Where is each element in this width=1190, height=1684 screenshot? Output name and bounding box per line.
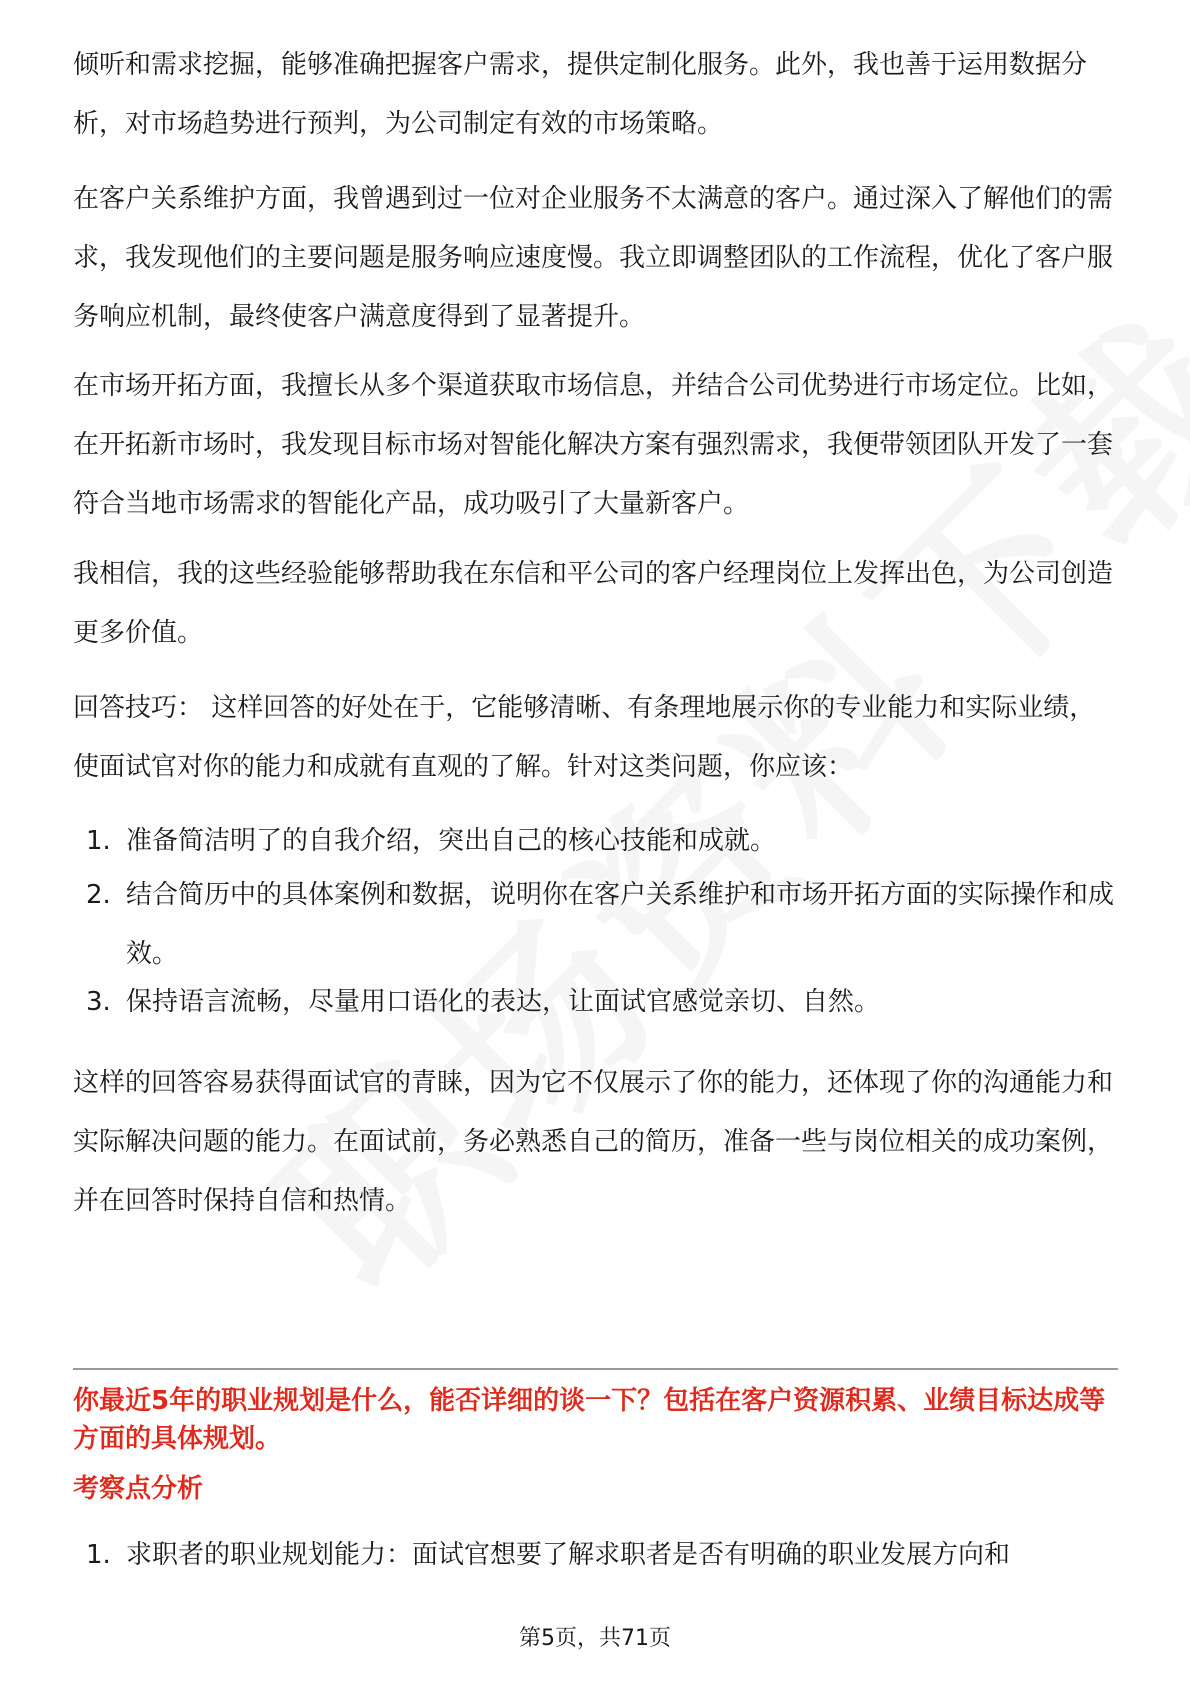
- list-text: 结合简历中的具体案例和数据，说明你在客户关系维护和市场开拓方面的实际操作和成效。: [126, 880, 1115, 969]
- list-text: 保持语言流畅，尽量用口语化的表达，让面试官感觉亲切、自然。: [126, 987, 881, 1017]
- paragraph-client-relations: 在客户关系维护方面，我曾遇到过一位对企业服务不太满意的客户。通过深入了解他们的需求，我发现他们的主要问题是服务响应速度慢。我立即调整团队的工作流程，优化了客户服务响应机制，最终使客户满意度得到了显著提升。: [73, 184, 1114, 332]
- paragraph-conclusion: 我相信，我的这些经验能够帮助我在东信和平公司的客户经理岗位上发挥出色，为公司创造更多价值。: [73, 559, 1114, 648]
- paragraph-skills-continuation: 倾听和需求挖掘，能够准确把握客户需求，提供定制化服务。此外，我也善于运用数据分析，对市场趋势进行预判，为公司制定有效的市场策略。: [73, 50, 1088, 139]
- paragraph-answer-tips: 回答技巧： 这样回答的好处在于，它能够清晰、有条理地展示你的专业能力和实际业绩，使面试官对你的能力和成就有直观的了解。针对这类问题，你应该：: [73, 693, 1096, 782]
- section-heading: 考察点分析: [73, 1474, 204, 1504]
- paragraph-market-expansion: 在市场开拓方面，我擅长从多个渠道获取市场信息，并结合公司优势进行市场定位。比如，在开拓新市场时，我发现目标市场对智能化解决方案有强烈需求，我便带领团队开发了一套符合当地市场需求的智能化产品，成功吸引了大量新客户。: [73, 371, 1114, 519]
- list-number: 1.: [86, 1540, 111, 1570]
- section-divider: [73, 1368, 1118, 1370]
- list-number: 2.: [86, 880, 111, 910]
- paragraph-closing: 这样的回答容易获得面试官的青睐，因为它不仅展示了你的能力，还体现了你的沟通能力和实际解决问题的能力。在面试前，务必熟悉自己的简历，准备一些与岗位相关的成功案例，并在回答时保持自信和热情。: [73, 1068, 1114, 1216]
- page-footer: 第5页，共71页: [519, 1626, 671, 1651]
- list-text: 准备简洁明了的自我介绍，突出自己的核心技能和成就。: [126, 826, 777, 856]
- interview-question: 你最近5年的职业规划是什么，能否详细的谈一下？包括在客户资源积累、业绩目标达成等方面的具体规划。: [73, 1386, 1106, 1454]
- list-number: 1.: [86, 826, 111, 856]
- list-number: 3.: [86, 987, 111, 1017]
- list-text: 求职者的职业规划能力：面试官想要了解求职者是否有明确的职业发展方向和: [126, 1540, 1011, 1570]
